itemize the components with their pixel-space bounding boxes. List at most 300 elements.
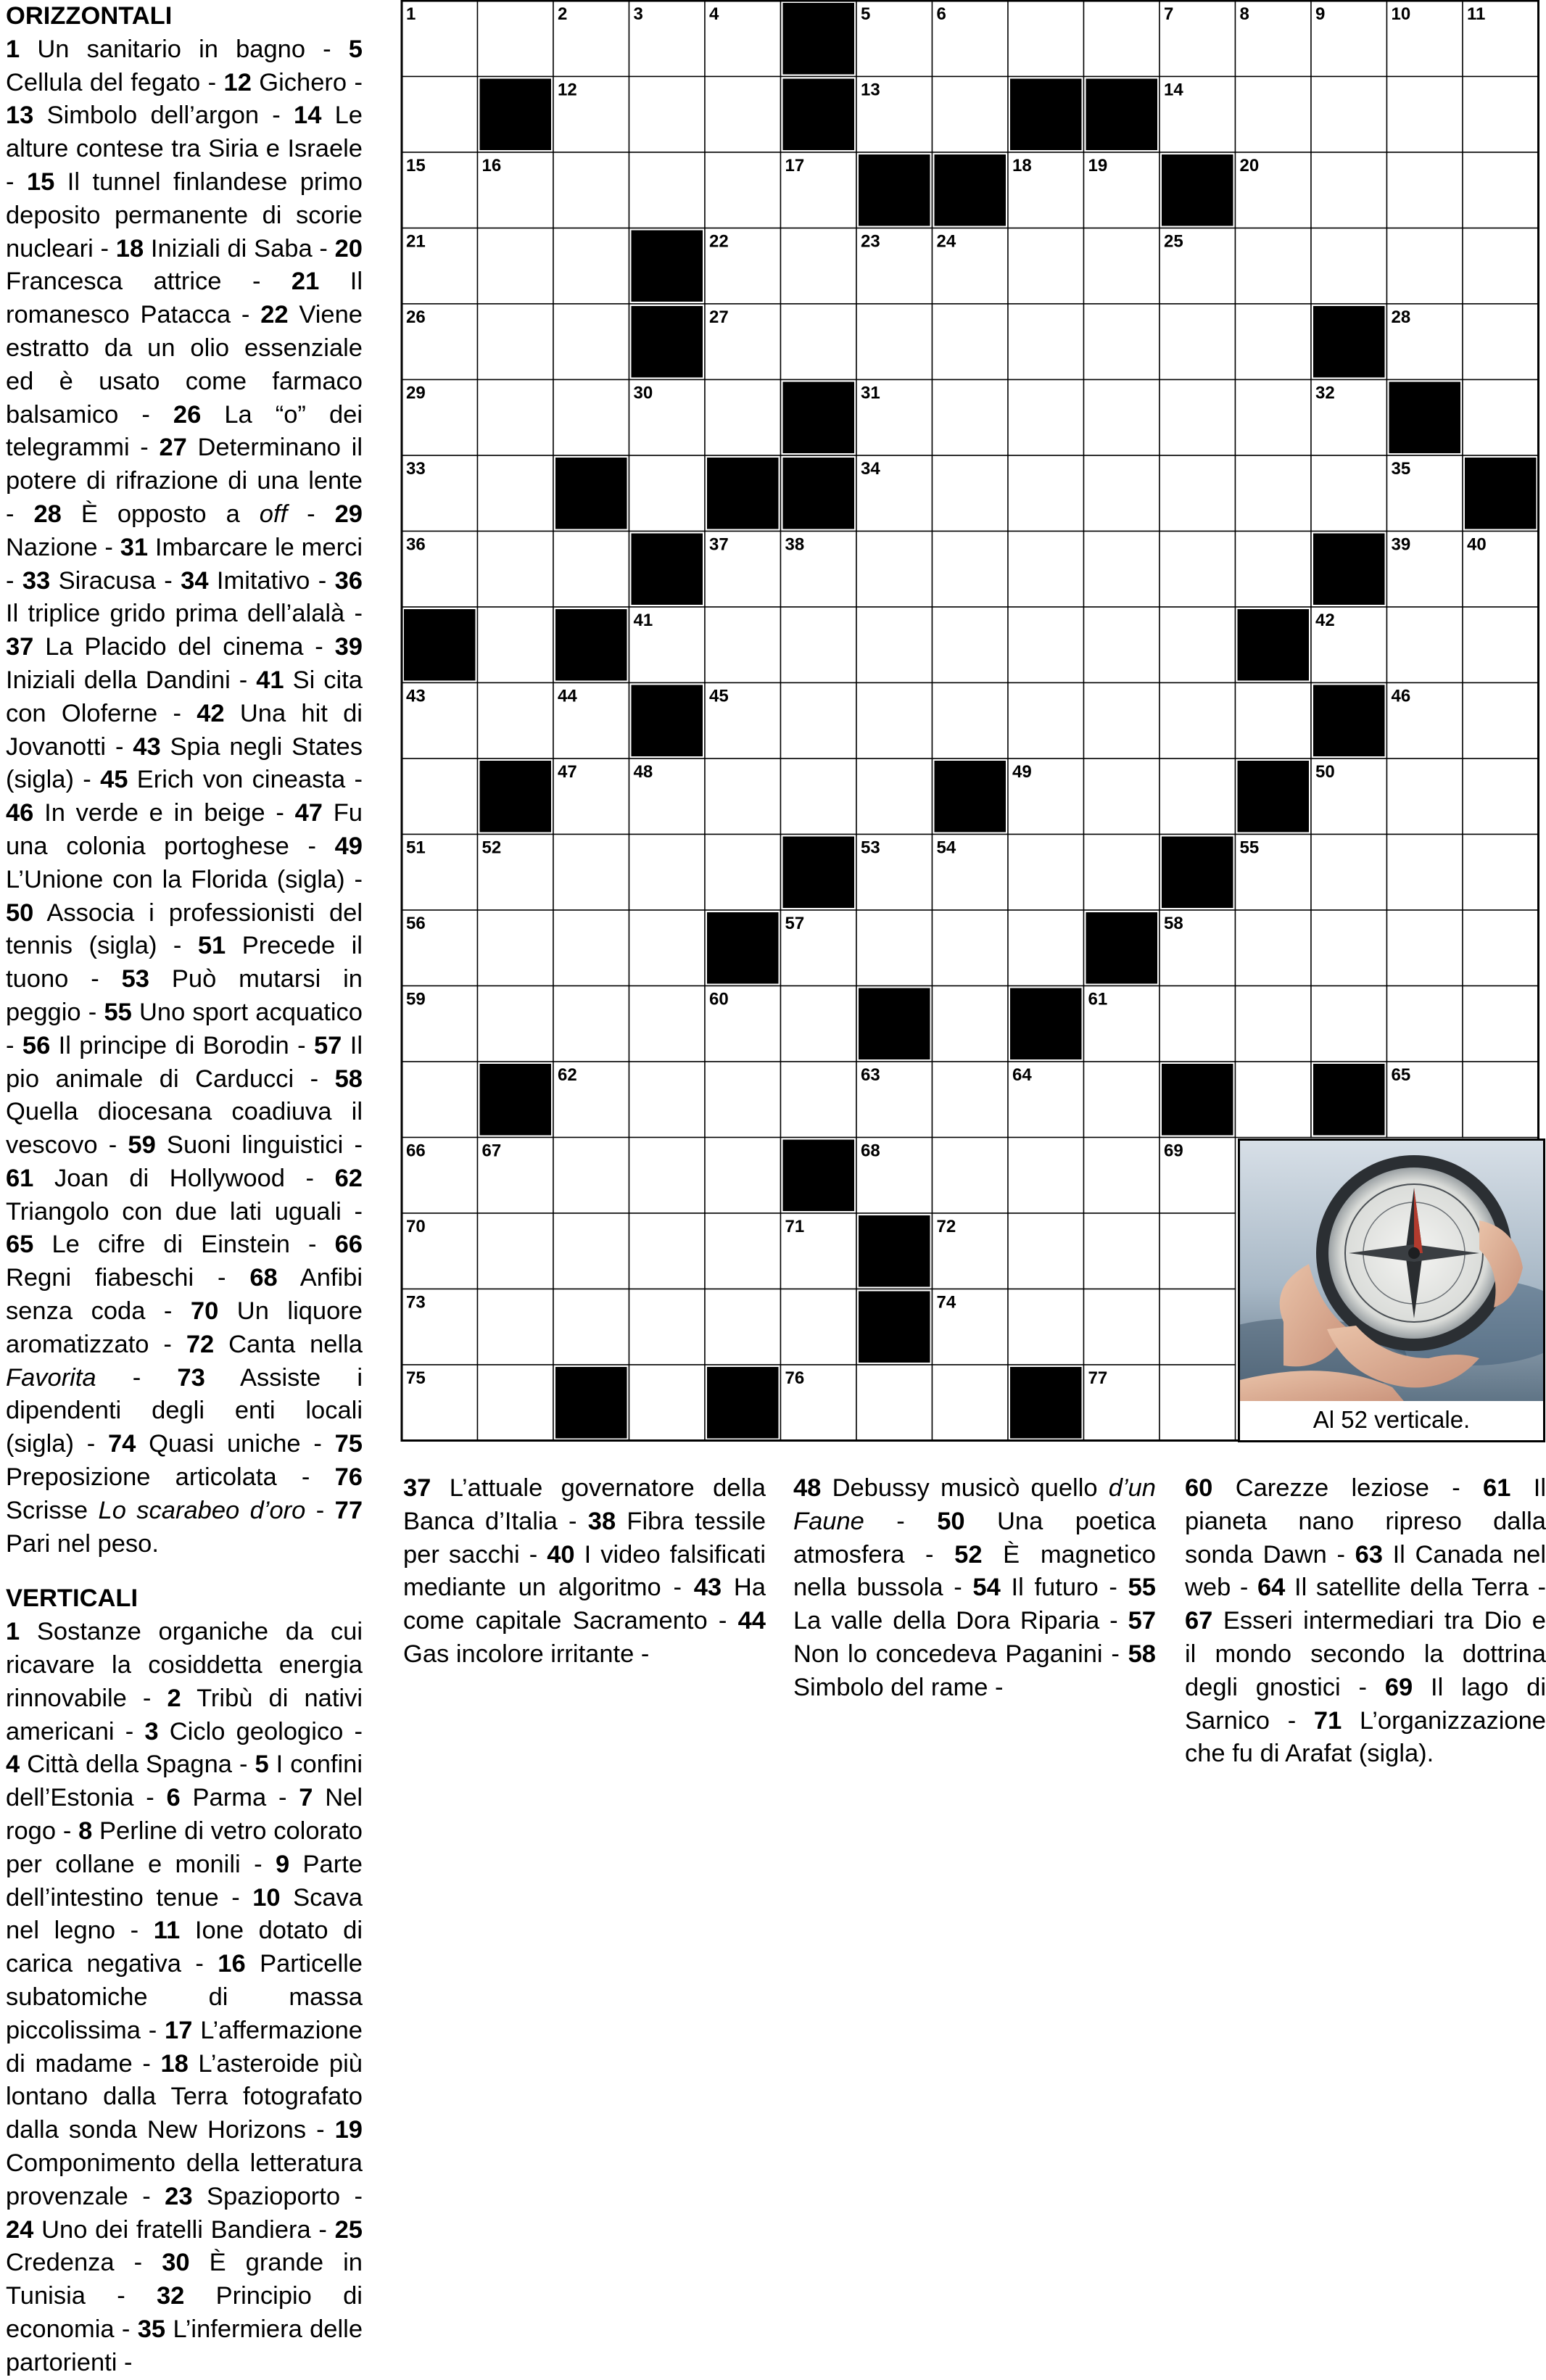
clue: 5 I confini dell’Estonia xyxy=(6,1751,363,1812)
black-square xyxy=(859,154,930,226)
clue: 70 Un liquore aromatizzato xyxy=(6,1297,363,1358)
cell-number: 77 xyxy=(1088,1368,1108,1388)
cell-number: 10 xyxy=(1391,4,1411,24)
cell-number: 64 xyxy=(1012,1065,1032,1085)
grid-cell[interactable] xyxy=(1008,1289,1084,1365)
clue: 37 L’attuale governatore della Banca d’Italia xyxy=(403,1474,766,1535)
grid-cell[interactable] xyxy=(478,910,554,986)
grid-cell[interactable] xyxy=(933,304,1009,380)
cell-number: 75 xyxy=(406,1368,426,1388)
cell-number: 26 xyxy=(406,307,426,327)
grid-cell[interactable] xyxy=(856,910,933,986)
grid-cell[interactable] xyxy=(1236,455,1312,532)
clue: 3 Ciclo geologico xyxy=(144,1717,344,1745)
cell-number: 39 xyxy=(1391,534,1411,555)
grid-cell[interactable] xyxy=(1311,455,1387,532)
grid-cell[interactable] xyxy=(1084,380,1160,456)
grid-cell[interactable] xyxy=(1008,380,1084,456)
grid-cell[interactable] xyxy=(478,986,554,1062)
black-square xyxy=(1238,609,1310,681)
grid-cell[interactable] xyxy=(705,759,781,835)
clue: 18 Iniziali di Saba xyxy=(115,234,313,263)
cell-number: 51 xyxy=(406,838,426,858)
cell-number: 35 xyxy=(1391,459,1411,479)
grid-cell[interactable] xyxy=(933,532,1009,608)
grid-cell[interactable] xyxy=(781,228,857,305)
clue: 33 Siracusa xyxy=(22,566,156,595)
cell-number: 53 xyxy=(861,838,880,858)
clue: 55 La valle della Dora Riparia xyxy=(793,1574,1156,1635)
grid-cell[interactable] xyxy=(1463,986,1539,1062)
cell-number: 12 xyxy=(558,80,577,100)
clue: 36 Il triplice grido prima dell’alalà xyxy=(6,566,363,628)
grid-cell[interactable] xyxy=(933,910,1009,986)
grid-cell[interactable] xyxy=(1311,986,1387,1062)
grid-cell[interactable] xyxy=(1463,607,1539,683)
grid-cell[interactable] xyxy=(629,77,706,153)
grid-cell[interactable] xyxy=(781,1062,857,1138)
grid-cell[interactable] xyxy=(1084,607,1160,683)
cell-number: 47 xyxy=(558,762,577,782)
grid-cell[interactable] xyxy=(856,759,933,835)
grid-cell[interactable] xyxy=(478,683,554,759)
grid-cell[interactable] xyxy=(1084,532,1160,608)
grid-cell[interactable] xyxy=(553,304,629,380)
clue: 12 Gichero xyxy=(223,68,347,96)
clue: 65 Le cifre di Einstein xyxy=(6,1231,290,1259)
grid-cell[interactable] xyxy=(705,77,781,153)
clue: 54 Il futuro xyxy=(972,1574,1099,1602)
grid-cell[interactable] xyxy=(1084,835,1160,911)
clue: 2 Tribù di nativi americani xyxy=(6,1684,363,1745)
grid-cell[interactable] xyxy=(1387,835,1463,911)
black-square xyxy=(1162,154,1233,226)
compass-photo xyxy=(1238,1139,1545,1442)
grid-cell[interactable] xyxy=(1387,228,1463,305)
clue: 1 Sostanze organiche da cui ricavare la cosiddetta energia rinnovabile xyxy=(6,1618,363,1712)
cell-number: 72 xyxy=(936,1217,956,1236)
black-square xyxy=(1238,761,1310,832)
grid-cell[interactable] xyxy=(1160,1365,1236,1441)
cell-number: 6 xyxy=(936,4,946,24)
grid-cell[interactable] xyxy=(1463,380,1539,456)
clue: 49 L’Unione con la Florida (sigla) xyxy=(6,832,363,893)
grid-cell[interactable] xyxy=(933,1138,1009,1214)
cell-number: 61 xyxy=(1088,989,1108,1009)
grid-cell[interactable] xyxy=(705,152,781,228)
cell-number: 49 xyxy=(1012,762,1032,782)
across-heading: ORIZZONTALI xyxy=(6,2,173,30)
black-square xyxy=(632,534,703,606)
grid-cell[interactable] xyxy=(478,1213,554,1289)
clue: 40 I video falsificati mediante un algoritmo xyxy=(403,1540,766,1602)
black-square xyxy=(1010,1367,1082,1439)
grid-cell[interactable] xyxy=(1463,683,1539,759)
grid-cell[interactable] xyxy=(553,228,629,305)
cell-number: 31 xyxy=(861,383,880,403)
grid-cell[interactable] xyxy=(1008,835,1084,911)
grid-cell[interactable] xyxy=(856,683,933,759)
grid-cell[interactable] xyxy=(1084,683,1160,759)
clue: 68 Anfibi senza coda xyxy=(6,1264,363,1326)
grid-cell[interactable] xyxy=(1160,532,1236,608)
black-square xyxy=(859,1215,930,1287)
grid-cell[interactable] xyxy=(478,1,554,77)
clue: 52 È magnetico nella bussola xyxy=(793,1540,1156,1602)
grid-cell[interactable] xyxy=(478,228,554,305)
clue: 51 Precede il tuono xyxy=(6,932,363,993)
cell-number: 45 xyxy=(709,686,729,706)
clue: 29 Nazione xyxy=(6,500,363,561)
grid-cell[interactable] xyxy=(478,304,554,380)
clue: 7 Nel rogo xyxy=(6,1784,363,1846)
clue: 66 Regni fiabeschi xyxy=(6,1231,363,1292)
grid-cell[interactable] xyxy=(1160,455,1236,532)
cell-number: 71 xyxy=(785,1217,805,1236)
cell-number: 36 xyxy=(406,534,426,555)
grid-cell[interactable] xyxy=(1387,759,1463,835)
cell-number: 66 xyxy=(406,1141,426,1161)
clue: 14 Le alture contese tra Siria e Israele xyxy=(6,102,363,163)
cell-number: 17 xyxy=(785,156,805,175)
grid-cell[interactable] xyxy=(933,986,1009,1062)
grid-cell[interactable] xyxy=(933,1062,1009,1138)
grid-cell[interactable] xyxy=(1463,152,1539,228)
clue: 67 Esseri intermediari tra Dio e il mondo secondo la dottrina degli gnostici xyxy=(1185,1607,1546,1701)
grid-cell[interactable] xyxy=(1387,77,1463,153)
clue: 9 Parte dell’intestino tenue xyxy=(6,1850,363,1912)
grid-cell[interactable] xyxy=(1463,759,1539,835)
grid-cell[interactable] xyxy=(781,986,857,1062)
grid-cell[interactable] xyxy=(629,986,706,1062)
cell-number: 24 xyxy=(936,231,956,252)
grid-cell[interactable] xyxy=(781,607,857,683)
grid-cell[interactable] xyxy=(1236,532,1312,608)
clue: 42 Una hit di Jovanotti xyxy=(6,699,363,761)
clue: 48 Debussy musicò quello d’un Faune xyxy=(793,1474,1156,1535)
grid-cell[interactable] xyxy=(1463,304,1539,380)
grid-cell[interactable] xyxy=(1463,910,1539,986)
cell-number: 34 xyxy=(861,459,880,479)
black-square xyxy=(1313,1064,1385,1136)
cell-number: 40 xyxy=(1467,534,1487,555)
clue: 76 Scrisse Lo scarabeo d’oro xyxy=(6,1463,363,1524)
black-square xyxy=(480,1064,552,1136)
grid-cell[interactable] xyxy=(781,683,857,759)
grid-cell[interactable] xyxy=(402,77,478,153)
grid-cell[interactable] xyxy=(1008,304,1084,380)
cell-number: 32 xyxy=(1315,383,1335,403)
grid-cell[interactable] xyxy=(933,607,1009,683)
grid-cell[interactable] xyxy=(1084,1213,1160,1289)
grid-cell[interactable] xyxy=(1387,986,1463,1062)
clue: 15 Il tunnel finlandese primo deposito permanente di scorie nucleari xyxy=(6,168,363,263)
grid-cell[interactable] xyxy=(1160,683,1236,759)
cell-number: 54 xyxy=(936,838,956,858)
black-square xyxy=(1465,458,1537,529)
clue: 69 Il lago di Sarnico xyxy=(1185,1673,1546,1735)
clue: 55 Uno sport acquatico xyxy=(104,998,363,1026)
black-square xyxy=(480,79,552,151)
grid-cell[interactable] xyxy=(1160,759,1236,835)
grid-cell[interactable] xyxy=(478,380,554,456)
grid-cell[interactable] xyxy=(705,380,781,456)
grid-cell[interactable] xyxy=(1387,607,1463,683)
grid-cell[interactable] xyxy=(1387,152,1463,228)
grid-cell[interactable] xyxy=(478,532,554,608)
grid-cell[interactable] xyxy=(553,986,629,1062)
cell-number: 41 xyxy=(633,611,653,630)
clue: 34 Imitativo xyxy=(181,566,310,595)
clue: 13 Simbolo dell’argon xyxy=(6,102,260,130)
cell-number: 27 xyxy=(709,307,729,327)
clue: 62 Triangolo con due lati uguali xyxy=(6,1164,363,1226)
grid-cell[interactable] xyxy=(1236,910,1312,986)
grid-cell[interactable] xyxy=(1084,759,1160,835)
clue: 58 Simbolo del rame xyxy=(793,1640,1156,1701)
cell-number: 19 xyxy=(1088,156,1108,175)
clue: 46 In verde e in beige xyxy=(6,799,265,827)
grid-cell[interactable] xyxy=(933,455,1009,532)
cell-number: 63 xyxy=(861,1065,880,1085)
grid-cell[interactable] xyxy=(1160,304,1236,380)
grid-cell[interactable] xyxy=(478,1289,554,1365)
grid-cell[interactable] xyxy=(933,380,1009,456)
black-square xyxy=(783,837,855,909)
cell-number: 69 xyxy=(1164,1141,1183,1161)
black-square xyxy=(783,79,855,151)
grid-cell[interactable] xyxy=(1311,910,1387,986)
grid-cell[interactable] xyxy=(933,1365,1009,1441)
grid-cell[interactable] xyxy=(1160,380,1236,456)
grid-cell[interactable] xyxy=(933,683,1009,759)
grid-cell[interactable] xyxy=(1008,1,1084,77)
grid-cell[interactable] xyxy=(1236,1062,1312,1138)
grid-cell[interactable] xyxy=(1311,152,1387,228)
cell-number: 28 xyxy=(1391,307,1411,327)
grid-cell[interactable] xyxy=(478,1365,554,1441)
grid-cell[interactable] xyxy=(1084,1289,1160,1365)
grid-cell[interactable] xyxy=(1084,1062,1160,1138)
cell-number: 7 xyxy=(1164,4,1174,24)
cell-number: 11 xyxy=(1467,4,1486,24)
grid-cell[interactable] xyxy=(1008,910,1084,986)
grid-cell[interactable] xyxy=(1160,986,1236,1062)
grid-cell[interactable] xyxy=(1008,1213,1084,1289)
clue: 53 Può mutarsi in peggio xyxy=(6,965,363,1026)
clue: 45 Erich von cineasta xyxy=(100,766,346,794)
clue: 61 Il pianeta nano ripreso dalla sonda Dawn xyxy=(1185,1474,1546,1569)
grid-cell[interactable] xyxy=(1084,1138,1160,1214)
grid-cell[interactable] xyxy=(856,532,933,608)
cell-number: 74 xyxy=(936,1292,956,1313)
clue: 75 Preposizione articolata xyxy=(6,1430,363,1492)
grid-cell[interactable] xyxy=(1463,228,1539,305)
clue: 22 Viene estratto da un olio essenziale ed è usato come farmaco balsamico xyxy=(6,301,363,429)
cell-number: 5 xyxy=(861,4,871,24)
grid-cell[interactable] xyxy=(629,910,706,986)
clue: 73 Assiste i dipendenti degli enti locali (sigla) xyxy=(6,1363,363,1458)
grid-cell[interactable] xyxy=(1084,455,1160,532)
grid-cell[interactable] xyxy=(705,1289,781,1365)
clue: 77 Pari nel peso. xyxy=(6,1496,363,1558)
black-square xyxy=(1162,1064,1233,1136)
grid-cell[interactable] xyxy=(1084,228,1160,305)
grid-cell[interactable] xyxy=(781,1289,857,1365)
clue: 38 Fibra tessile per sacchi xyxy=(403,1507,766,1569)
grid-cell[interactable] xyxy=(705,1213,781,1289)
grid-cell[interactable] xyxy=(1160,607,1236,683)
grid-cell[interactable] xyxy=(629,1289,706,1365)
cell-number: 20 xyxy=(1239,156,1260,175)
grid-cell[interactable] xyxy=(1311,228,1387,305)
clue: 16 Particelle subatomiche di massa piccolissima xyxy=(6,1950,363,2044)
grid-cell[interactable] xyxy=(478,455,554,532)
grid-cell[interactable] xyxy=(402,1062,478,1138)
clue: 57 Il pio animale di Carducci xyxy=(6,1031,363,1093)
grid-cell[interactable] xyxy=(553,380,629,456)
grid-cell[interactable] xyxy=(553,1138,629,1214)
cell-number: 59 xyxy=(406,989,426,1009)
grid-cell[interactable] xyxy=(629,152,706,228)
grid-cell[interactable] xyxy=(553,1289,629,1365)
clue: 10 Scava nel legno xyxy=(6,1883,363,1945)
clue: 31 Imbarcare le merci xyxy=(120,533,363,561)
grid-cell[interactable] xyxy=(1008,228,1084,305)
grid-cell[interactable] xyxy=(1236,77,1312,153)
grid-cell[interactable] xyxy=(856,1365,933,1441)
clue: 63 Il Canada nel web xyxy=(1185,1540,1546,1602)
clue: 5 Cellula del fegato xyxy=(6,35,363,96)
cell-number: 44 xyxy=(558,686,577,706)
grid-cell[interactable] xyxy=(1160,1289,1236,1365)
grid-cell[interactable] xyxy=(1084,304,1160,380)
grid-cell[interactable] xyxy=(781,304,857,380)
black-square xyxy=(859,988,930,1060)
black-square xyxy=(707,458,779,529)
grid-cell[interactable] xyxy=(1008,1138,1084,1214)
grid-cell[interactable] xyxy=(1008,455,1084,532)
grid-cell[interactable] xyxy=(629,1138,706,1214)
black-square xyxy=(783,1140,855,1212)
grid-cell[interactable] xyxy=(478,607,554,683)
clue: 32 Principio di economia xyxy=(6,2282,363,2343)
black-square xyxy=(783,458,855,529)
grid-cell[interactable] xyxy=(705,607,781,683)
grid-cell[interactable] xyxy=(1008,683,1084,759)
cell-number: 50 xyxy=(1315,762,1335,782)
black-square xyxy=(632,306,703,378)
grid-cell[interactable] xyxy=(856,607,933,683)
clue: 18 L’asteroide più lontano dalla Terra fotografato dalla sonda New Horizons xyxy=(6,2049,363,2144)
grid-cell[interactable] xyxy=(629,1062,706,1138)
clue: 30 È grande in Tunisia xyxy=(6,2249,363,2310)
clue: 37 La Placido del cinema xyxy=(6,633,304,661)
cell-number: 14 xyxy=(1164,80,1183,100)
grid-cell[interactable] xyxy=(1463,77,1539,153)
clue: 57 Non lo concedeva Paganini xyxy=(793,1607,1156,1668)
grid-cell[interactable] xyxy=(1084,1,1160,77)
grid-cell[interactable] xyxy=(705,1062,781,1138)
clue: 41 Si cita con Oloferne xyxy=(6,666,363,727)
grid-cell[interactable] xyxy=(1463,835,1539,911)
grid-cell[interactable] xyxy=(1236,228,1312,305)
clue: 21 Il romanesco Patacca xyxy=(6,268,363,329)
grid-cell[interactable] xyxy=(553,532,629,608)
clue: 24 Uno dei fratelli Bandiera xyxy=(6,2215,311,2244)
clue: 47 Fu una colonia portoghese xyxy=(6,799,363,860)
grid-cell[interactable] xyxy=(402,759,478,835)
cell-number: 55 xyxy=(1239,838,1260,858)
cell-number: 67 xyxy=(481,1141,502,1161)
cell-number: 43 xyxy=(406,686,426,706)
black-square xyxy=(1086,79,1158,151)
grid-cell[interactable] xyxy=(629,1365,706,1441)
clue: 56 Il principe di Borodin xyxy=(22,1031,289,1059)
clue: 20 Francesca attrice xyxy=(6,234,363,296)
photo-caption: Al 52 verticale. xyxy=(1240,1401,1543,1439)
black-square xyxy=(555,609,627,681)
clue: 28 È opposto a off xyxy=(33,500,288,528)
grid-cell[interactable] xyxy=(933,77,1009,153)
grid-cell[interactable] xyxy=(629,1213,706,1289)
grid-cell[interactable] xyxy=(856,304,933,380)
cell-number: 1 xyxy=(406,4,416,24)
black-square xyxy=(1162,837,1233,909)
clue: 59 Suoni linguistici xyxy=(128,1131,344,1160)
down-clues-column-2 xyxy=(403,1472,766,1672)
grid-cell[interactable] xyxy=(1008,607,1084,683)
grid-cell[interactable] xyxy=(1008,532,1084,608)
grid-cell[interactable] xyxy=(1236,380,1312,456)
down-clues-part-3: 48 Debussy musicò quello d’un Faune - 50 Una poetica atmosfera - 52 È magnetico nella bussola - 54 Il futuro - 55 La valle della Dora Riparia - 57 Non lo concedeva Paganini - 58 Simbolo del rame - xyxy=(793,1474,1156,1701)
grid-cell[interactable] xyxy=(553,835,629,911)
cell-number: 58 xyxy=(1164,914,1183,933)
grid-cell[interactable] xyxy=(1311,835,1387,911)
clue: 61 Joan di Hollywood xyxy=(6,1164,285,1192)
grid-cell[interactable] xyxy=(1236,986,1312,1062)
grid-cell[interactable] xyxy=(553,152,629,228)
black-square xyxy=(783,3,855,75)
black-square xyxy=(555,1367,627,1439)
cell-number: 52 xyxy=(481,838,502,858)
grid-cell[interactable] xyxy=(1236,683,1312,759)
clue: 17 L’affermazione di madame xyxy=(6,2016,363,2078)
grid-cell[interactable] xyxy=(705,1138,781,1214)
grid-cell[interactable] xyxy=(1236,304,1312,380)
grid-cell[interactable] xyxy=(1311,77,1387,153)
grid-cell[interactable] xyxy=(1160,1213,1236,1289)
down-clues-part-1: 1 Sostanze organiche da cui ricavare la cosiddetta energia rinnovabile - 2 Tribù di nativi americani - 3 Ciclo geologico - 4 Città della Spagna - 5 I confini dell’Estonia - 6 Parma - 7 Nel rogo - 8 Perline di vetro colorato per collane e monili - 9 Parte dell’intestino tenue - 10 Scava nel legno - 11 Ione dotato di carica negativa - 16 Particelle subatomiche di massa piccolissima - 17 L’affermazione di madame - 18 L’asteroide più lontano dalla Terra fotografato dalla sonda New Horizons - 19 Componimento della letteratura provenzale - 23 Spazioporto - 24 Uno dei fratelli Bandiera - 25 Credenza - 30 È grande in Tunisia - 32 Principio di economia - 35 L’infermiera delle partorienti - xyxy=(6,1618,363,2376)
down-heading: VERTICALI xyxy=(6,1584,139,1613)
clue: 23 Spazioporto xyxy=(165,2182,341,2210)
grid-cell[interactable] xyxy=(1463,1062,1539,1138)
clue: 71 L’organizzazione che fu di Arafat (sigla). xyxy=(1185,1706,1546,1768)
grid-cell[interactable] xyxy=(629,835,706,911)
clue: 58 Quella diocesana coadiuva il vescovo xyxy=(6,1065,363,1160)
grid-cell[interactable] xyxy=(781,759,857,835)
cell-number: 25 xyxy=(1164,231,1183,252)
grid-cell[interactable] xyxy=(705,835,781,911)
cell-number: 2 xyxy=(558,4,568,24)
grid-cell[interactable] xyxy=(553,1213,629,1289)
cell-number: 23 xyxy=(861,231,880,252)
grid-cell[interactable] xyxy=(1387,910,1463,986)
grid-cell[interactable] xyxy=(629,455,706,532)
cell-number: 22 xyxy=(709,231,729,252)
black-square xyxy=(707,912,779,984)
grid-cell[interactable] xyxy=(553,910,629,986)
